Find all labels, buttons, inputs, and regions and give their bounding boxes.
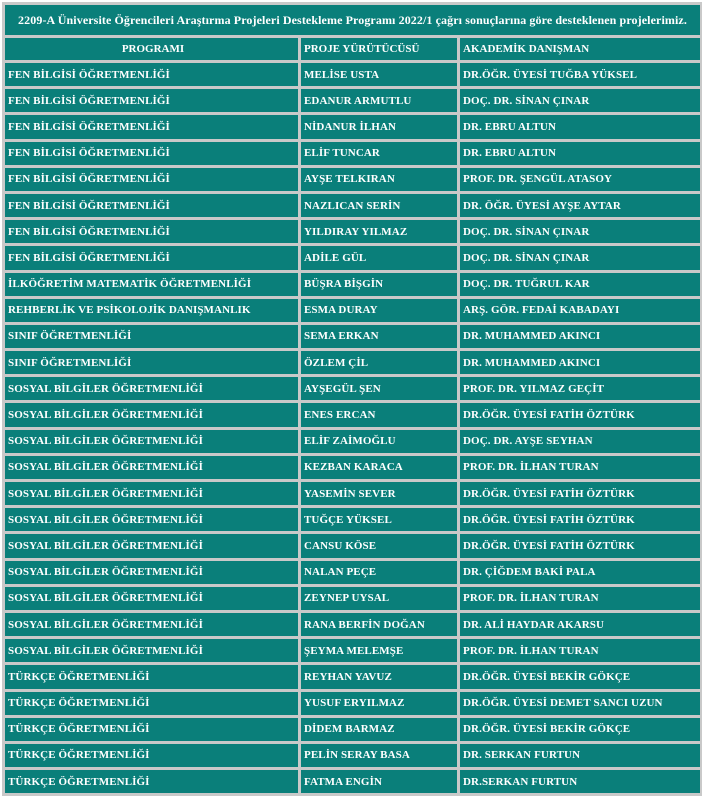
cell-program: FEN BİLGİSİ ÖĞRETMENLİĞİ xyxy=(5,168,298,191)
table-row xyxy=(5,482,700,505)
cell-program: SOSYAL BİLGİLER ÖĞRETMENLİĞİ xyxy=(5,430,298,453)
cell-program: REHBERLİK VE PSİKOLOJİK DANIŞMANLIK xyxy=(5,299,298,322)
cell-project-lead: NAZLICAN SERİN xyxy=(301,194,457,217)
cell-project-lead: PELİN SERAY BASA xyxy=(301,744,457,767)
table-row xyxy=(5,587,700,610)
table-row xyxy=(5,115,700,138)
cell-academic-advisor: DR.SERKAN FURTUN xyxy=(460,770,700,793)
cell-program: SOSYAL BİLGİLER ÖĞRETMENLİĞİ xyxy=(5,534,298,557)
cell-project-lead: REYHAN YAVUZ xyxy=(301,665,457,688)
cell-project-lead: ENES ERCAN xyxy=(301,403,457,426)
cell-project-lead: ÖZLEM ÇİL xyxy=(301,351,457,374)
cell-program: İLKÖĞRETİM MATEMATİK ÖĞRETMENLİĞİ xyxy=(5,273,298,296)
cell-academic-advisor: DOÇ. DR. SİNAN ÇINAR xyxy=(460,220,700,243)
cell-program: SINIF ÖĞRETMENLİĞİ xyxy=(5,351,298,374)
cell-program: SOSYAL BİLGİLER ÖĞRETMENLİĞİ xyxy=(5,377,298,400)
table-row xyxy=(5,63,700,86)
cell-project-lead: KEZBAN KARACA xyxy=(301,456,457,479)
cell-program: SOSYAL BİLGİLER ÖĞRETMENLİĞİ xyxy=(5,639,298,662)
table-body xyxy=(5,63,700,793)
cell-project-lead: AYŞE TELKIRAN xyxy=(301,168,457,191)
cell-academic-advisor: DR. ÇİĞDEM BAKİ PALA xyxy=(460,561,700,584)
table-title: 2209-A Üniversite Öğrencileri Araştırma Projeleri Destekleme Programı 2022/1 çağrı sonuçlarına göre desteklenen projelerimiz. xyxy=(5,5,700,35)
cell-project-lead: YILDIRAY YILMAZ xyxy=(301,220,457,243)
cell-program: SOSYAL BİLGİLER ÖĞRETMENLİĞİ xyxy=(5,403,298,426)
table-row xyxy=(5,168,700,191)
table-row xyxy=(5,325,700,348)
cell-project-lead: RANA BERFİN DOĞAN xyxy=(301,613,457,636)
cell-program: TÜRKÇE ÖĞRETMENLİĞİ xyxy=(5,744,298,767)
cell-project-lead: YUSUF ERYILMAZ xyxy=(301,692,457,715)
cell-academic-advisor: DOÇ. DR. SİNAN ÇINAR xyxy=(460,246,700,269)
table-row xyxy=(5,142,700,165)
cell-academic-advisor: DR.ÖĞR. ÜYESİ FATİH ÖZTÜRK xyxy=(460,403,700,426)
cell-academic-advisor: DR. MUHAMMED AKINCI xyxy=(460,351,700,374)
cell-program: SINIF ÖĞRETMENLİĞİ xyxy=(5,325,298,348)
cell-academic-advisor: DOÇ. DR. SİNAN ÇINAR xyxy=(460,89,700,112)
table-row xyxy=(5,692,700,715)
cell-project-lead: CANSU KÖSE xyxy=(301,534,457,557)
table-row xyxy=(5,89,700,112)
cell-academic-advisor: PROF. DR. ŞENGÜL ATASOY xyxy=(460,168,700,191)
cell-project-lead: AYŞEGÜL ŞEN xyxy=(301,377,457,400)
cell-project-lead: NİDANUR İLHAN xyxy=(301,115,457,138)
table-row xyxy=(5,220,700,243)
table-row xyxy=(5,377,700,400)
cell-project-lead: ESMA DURAY xyxy=(301,299,457,322)
projects-table-container xyxy=(2,2,700,796)
cell-project-lead: ELİF TUNCAR xyxy=(301,142,457,165)
cell-program: FEN BİLGİSİ ÖĞRETMENLİĞİ xyxy=(5,246,298,269)
cell-program: FEN BİLGİSİ ÖĞRETMENLİĞİ xyxy=(5,220,298,243)
cell-project-lead: MELİSE USTA xyxy=(301,63,457,86)
table-row xyxy=(5,770,700,793)
table-row xyxy=(5,665,700,688)
cell-program: FEN BİLGİSİ ÖĞRETMENLİĞİ xyxy=(5,115,298,138)
cell-academic-advisor: DR.ÖĞR. ÜYESİ TUĞBA YÜKSEL xyxy=(460,63,700,86)
table-row xyxy=(5,273,700,296)
table-row xyxy=(5,351,700,374)
cell-academic-advisor: DR. ALİ HAYDAR AKARSU xyxy=(460,613,700,636)
cell-program: SOSYAL BİLGİLER ÖĞRETMENLİĞİ xyxy=(5,613,298,636)
table-row xyxy=(5,403,700,426)
table-row xyxy=(5,194,700,217)
cell-program: SOSYAL BİLGİLER ÖĞRETMENLİĞİ xyxy=(5,456,298,479)
cell-project-lead: NALAN PEÇE xyxy=(301,561,457,584)
title-row xyxy=(5,5,700,35)
table-row xyxy=(5,534,700,557)
table-row xyxy=(5,561,700,584)
cell-academic-advisor: PROF. DR. İLHAN TURAN xyxy=(460,639,700,662)
cell-program: TÜRKÇE ÖĞRETMENLİĞİ xyxy=(5,718,298,741)
header-program: PROGRAMI xyxy=(5,38,298,60)
cell-academic-advisor: PROF. DR. İLHAN TURAN xyxy=(460,456,700,479)
cell-academic-advisor: DOÇ. DR. TUĞRUL KAR xyxy=(460,273,700,296)
cell-program: TÜRKÇE ÖĞRETMENLİĞİ xyxy=(5,692,298,715)
cell-program: SOSYAL BİLGİLER ÖĞRETMENLİĞİ xyxy=(5,482,298,505)
table-row xyxy=(5,430,700,453)
cell-academic-advisor: DR.ÖĞR. ÜYESİ FATİH ÖZTÜRK xyxy=(460,534,700,557)
cell-program: FEN BİLGİSİ ÖĞRETMENLİĞİ xyxy=(5,142,298,165)
cell-academic-advisor: DR. EBRU ALTUN xyxy=(460,115,700,138)
cell-project-lead: YASEMİN SEVER xyxy=(301,482,457,505)
header-row xyxy=(5,38,700,60)
cell-project-lead: TUĞÇE YÜKSEL xyxy=(301,508,457,531)
table-row xyxy=(5,718,700,741)
cell-project-lead: FATMA ENGİN xyxy=(301,770,457,793)
cell-academic-advisor: DR.ÖĞR. ÜYESİ BEKİR GÖKÇE xyxy=(460,718,700,741)
cell-program: SOSYAL BİLGİLER ÖĞRETMENLİĞİ xyxy=(5,587,298,610)
cell-project-lead: EDANUR ARMUTLU xyxy=(301,89,457,112)
table-row xyxy=(5,744,700,767)
cell-academic-advisor: DR. MUHAMMED AKINCI xyxy=(460,325,700,348)
cell-project-lead: ŞEYMA MELEMŞE xyxy=(301,639,457,662)
projects-table xyxy=(2,2,702,796)
cell-program: TÜRKÇE ÖĞRETMENLİĞİ xyxy=(5,665,298,688)
cell-project-lead: ADİLE GÜL xyxy=(301,246,457,269)
cell-academic-advisor: DR.ÖĞR. ÜYESİ FATİH ÖZTÜRK xyxy=(460,508,700,531)
table-row xyxy=(5,639,700,662)
cell-academic-advisor: DR. SERKAN FURTUN xyxy=(460,744,700,767)
cell-academic-advisor: ARŞ. GÖR. FEDAİ KABADAYI xyxy=(460,299,700,322)
cell-project-lead: BÜŞRA BİŞGİN xyxy=(301,273,457,296)
table-row xyxy=(5,508,700,531)
cell-project-lead: DİDEM BARMAZ xyxy=(301,718,457,741)
table-row xyxy=(5,613,700,636)
cell-program: FEN BİLGİSİ ÖĞRETMENLİĞİ xyxy=(5,63,298,86)
table-row xyxy=(5,299,700,322)
cell-project-lead: ZEYNEP UYSAL xyxy=(301,587,457,610)
cell-academic-advisor: PROF. DR. İLHAN TURAN xyxy=(460,587,700,610)
cell-program: TÜRKÇE ÖĞRETMENLİĞİ xyxy=(5,770,298,793)
cell-academic-advisor: DR.ÖĞR. ÜYESİ DEMET SANCI UZUN xyxy=(460,692,700,715)
header-academic-advisor: AKADEMİK DANIŞMAN xyxy=(460,38,700,60)
cell-academic-advisor: DR. ÖĞR. ÜYESİ AYŞE AYTAR xyxy=(460,194,700,217)
header-project-lead: PROJE YÜRÜTÜCÜSÜ xyxy=(301,38,457,60)
cell-academic-advisor: DR.ÖĞR. ÜYESİ FATİH ÖZTÜRK xyxy=(460,482,700,505)
cell-academic-advisor: PROF. DR. YILMAZ GEÇİT xyxy=(460,377,700,400)
cell-program: SOSYAL BİLGİLER ÖĞRETMENLİĞİ xyxy=(5,561,298,584)
table-row xyxy=(5,456,700,479)
table-row xyxy=(5,246,700,269)
cell-program: FEN BİLGİSİ ÖĞRETMENLİĞİ xyxy=(5,89,298,112)
cell-academic-advisor: DR.ÖĞR. ÜYESİ BEKİR GÖKÇE xyxy=(460,665,700,688)
cell-project-lead: SEMA ERKAN xyxy=(301,325,457,348)
cell-academic-advisor: DOÇ. DR. AYŞE SEYHAN xyxy=(460,430,700,453)
cell-program: SOSYAL BİLGİLER ÖĞRETMENLİĞİ xyxy=(5,508,298,531)
cell-program: FEN BİLGİSİ ÖĞRETMENLİĞİ xyxy=(5,194,298,217)
cell-academic-advisor: DR. EBRU ALTUN xyxy=(460,142,700,165)
cell-project-lead: ELİF ZAİMOĞLU xyxy=(301,430,457,453)
